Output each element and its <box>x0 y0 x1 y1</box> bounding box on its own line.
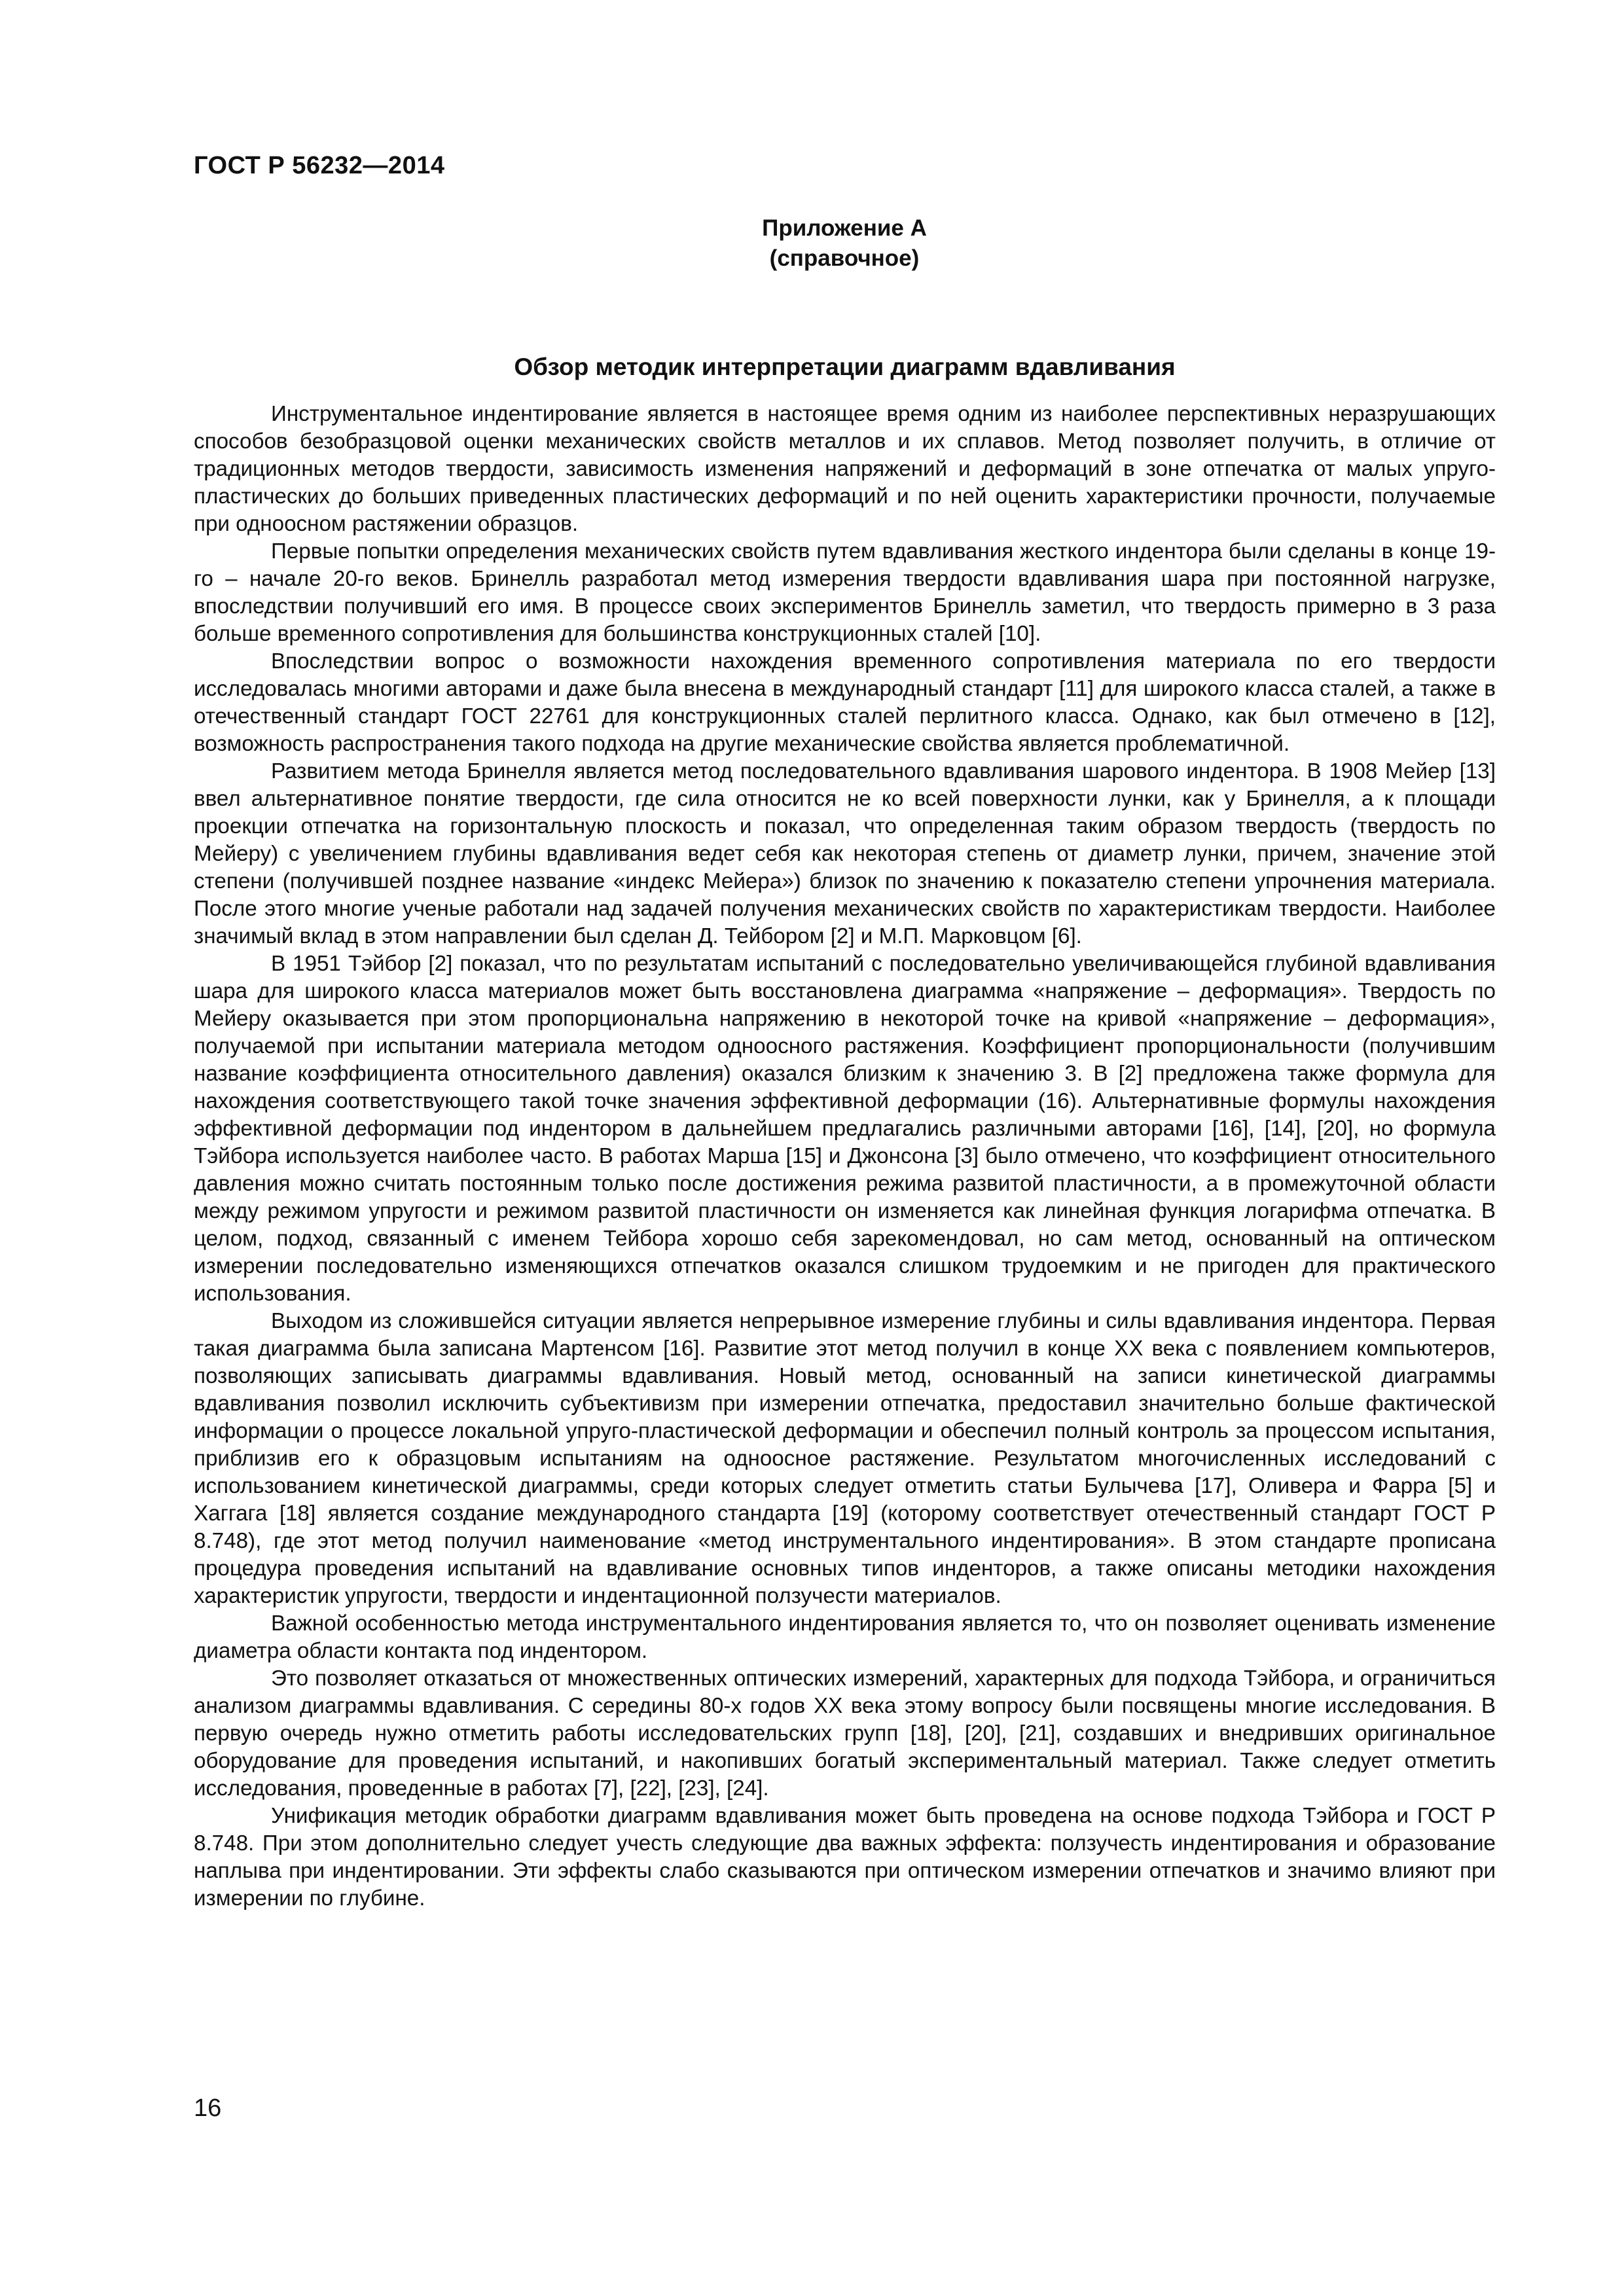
appendix-heading <box>759 213 929 274</box>
paragraph: Впоследствии вопрос о возможности нахождения временного сопротивления материала по его твердости исследовалась многими авторами и даже была внесена в международный стандарт [11] для широкого класса сталей, а также в отечественный стандарт ГОСТ 22761 для конструкционных сталей перлитного класса. Однако, как был отмечено в [12], возможность распространения такого подхода на другие механические свойства является проблематичной. <box>194 649 1496 756</box>
appendix-title: Приложение А <box>762 215 927 241</box>
body-text <box>194 401 1496 1912</box>
document-header: ГОСТ Р 56232—2014 <box>194 152 445 179</box>
section-title: Обзор методик интерпретации диаграмм вдавливания <box>514 353 1176 380</box>
paragraph: Развитием метода Бринелля является метод последовательного вдавливания шарового индентора. В 1908 Мейер [13] ввел альтернативное понятие твердости, где сила относится не ко всей поверхности лунки, как у Бринелля, а к площади проекции отпечатка на горизонтальную плоскость и показал, что определенная таким образом твердость (твердость по Мейеру) с увеличением глубины вдавливания ведет себя как некоторая степень от диаметр лунки, причем, значение этой степени (получившей позднее название «индекс Мейера») близок по значению к показателю степени упрочнения материала. После этого многие ученые работали над задачей получения механических свойств по характеристикам твердости. Наиболее значимый вклад в этом направлении был сделан Д. Тейбором [2] и М.П. Марковцом [6]. <box>194 759 1496 948</box>
paragraph: Важной особенностью метода инструментального индентирования является то, что он позволяет оценивать изменение диаметра области контакта под индентором. <box>194 1611 1496 1663</box>
paragraph: Выходом из сложившейся ситуации является непрерывное измерение глубины и силы вдавливания индентора. Первая такая диаграмма была записана Мартенсом [16]. Развитие этот метод получил в конце XX века с появлением компьютеров, позволяющих записывать диаграммы вдавливания. Новый метод, основанный на записи кинетической диаграммы вдавливания позволил исключить субъективизм при измерении отпечатка, предоставил значительно больше фактической информации о процессе локальной упруго-пластической деформации и обеспечил полный контроль за процессом испытания, приблизив его к образцовым испытаниям на одноосное растяжение. Результатом многочисленных исследований с использованием кинетической диаграммы, среди которых следует отметить статьи Булычева [17], Оливера и Фарра [5] и Хаггага [18] является создание международного стандарта [19] (которому соответствует отечественный стандарт ГОСТ Р 8.748), где этот метод получил наименование «метод инструментального индентирования». В этом стандарте прописана процедура проведения испытаний на вдавливание основных типов инденторов, а также описаны методики нахождения характеристик упругости, твердости и индентационной ползучести материалов. <box>194 1309 1496 1608</box>
paragraph: Первые попытки определения механических свойств путем вдавливания жесткого индентора были сделаны в конце 19-го – начале 20-го веков. Бринелль разработал метод измерения твердости вдавливания шара при постоянной нагрузке, впоследствии получивший его имя. В процессе своих экспериментов Бринелль заметил, что твердость примерно в 3 раза больше временного сопротивления для большинства конструкционных сталей [10]. <box>194 539 1496 646</box>
paragraph: Унификация методик обработки диаграмм вдавливания может быть проведена на основе подхода Тэйбора и ГОСТ Р 8.748. При этом дополнительно следует учесть следующие два важных эффекта: ползучесть индентирования и образование наплыва при индентировании. Эти эффекты слабо сказываются при оптическом измерении отпечатков и значимо влияют при измерении по глубине. <box>194 1804 1496 1910</box>
paragraph: В 1951 Тэйбор [2] показал, что по результатам испытаний с последовательно увеличивающейся глубиной вдавливания шара для широкого класса материалов может быть восстановлена диаграмма «напряжение – деформация». Твердость по Мейеру оказывается при этом пропорциональна напряжению в некоторой точке на кривой «напряжение – деформация», получаемой при испытании материала методом одноосного растяжения. Коэффициент пропорциональности (получившим название коэффициента относительного давления) оказался близким к значению 3. В [2] предложена также формула для нахождения соответствующего такой точке значения эффективной деформации (16). Альтернативные формулы нахождения эффективной деформации под индентором в дальнейшем предлагались различными авторами [16], [14], [20], но формула Тэйбора используется наиболее часто. В работах Марша [15] и Джонсона [3] было отмечено, что коэффициент относительного давления можно считать постоянным только после достижения режима развитой пластичности, а в промежуточной области между режимом упругости и режимом развитой пластичности он изменяется как линейная функция логарифма отпечатка. В целом, подход, связанный с именем Тейбора хорошо себя зарекомендовал, но сам метод, основанный на оптическом измерении последовательно изменяющихся отпечатков оказался слишком трудоемким и не пригоден для практического использования. <box>194 952 1496 1306</box>
paragraph: Инструментальное индентирование является в настоящее время одним из наиболее перспективных неразрушающих способов безобразцовой оценки механических свойств металлов и их сплавов. Метод позволяет получить, в отличие от традиционных методов твердости, зависимость изменения напряжений и деформаций в зоне отпечатка от малых упруго-пластических до больших приведенных пластических деформаций и по ней оценить характеристики прочности, получаемые при одноосном растяжении образцов. <box>194 402 1496 536</box>
page-number: 16 <box>194 2094 222 2122</box>
appendix-type: (справочное) <box>769 245 920 271</box>
paragraph: Это позволяет отказаться от множественных оптических измерений, характерных для подхода Тэйбора, и ограничиться анализом диаграммы вдавливания. С середины 80-х годов XX века этому вопросу были посвящены многие исследования. В первую очередь нужно отметить работы исследовательских групп [18], [20], [21], создавших и внедривших оригинальное оборудование для проведения испытаний, и накопивших богатый экспериментальный материал. Также следует отметить исследования, проведенные в работах [7], [22], [23], [24]. <box>194 1666 1496 1801</box>
